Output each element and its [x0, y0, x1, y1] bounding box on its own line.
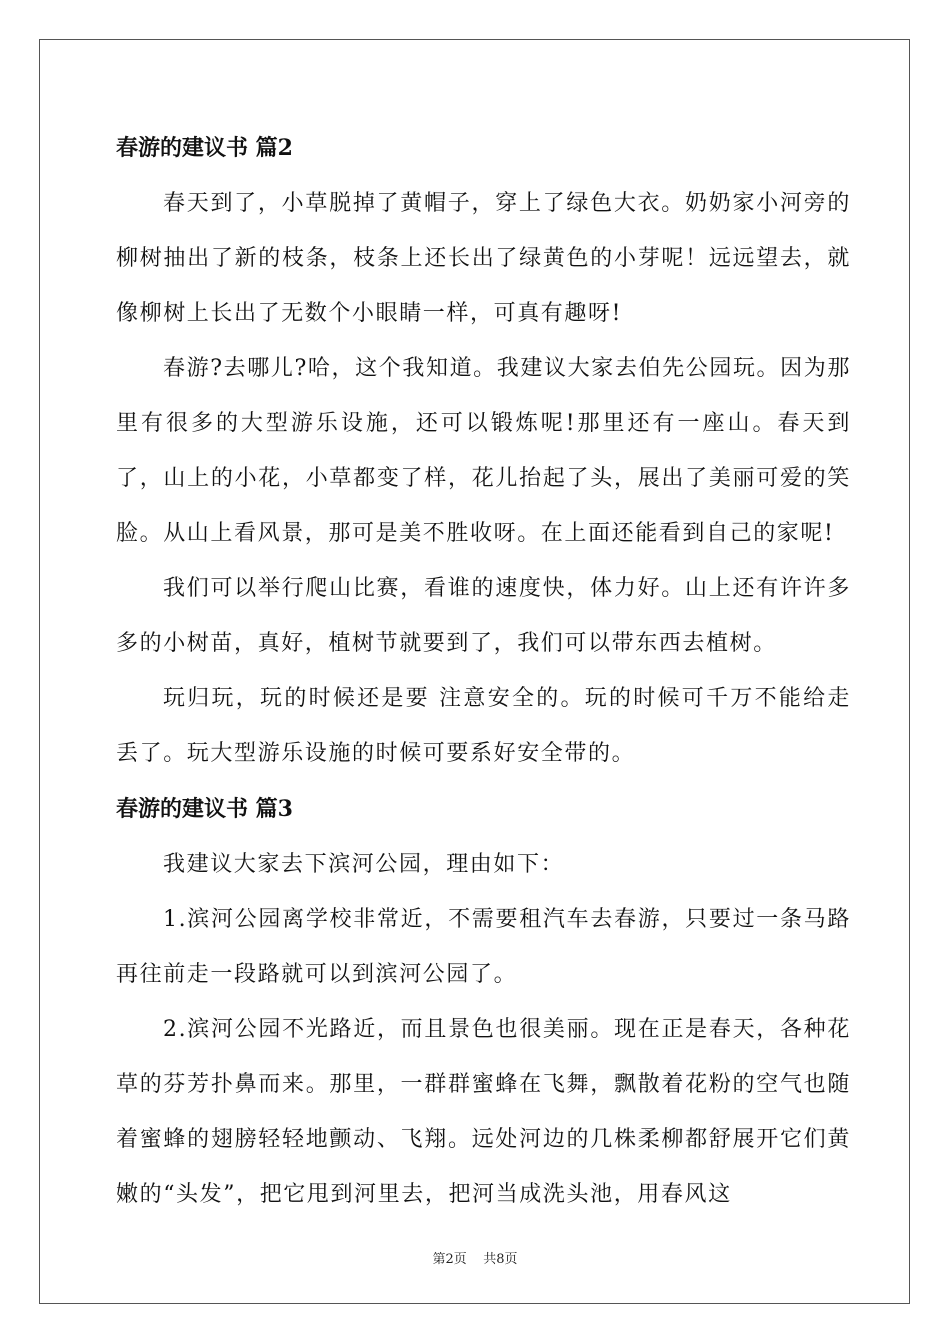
paragraph: 春天到了，小草脱掉了黄帽子，穿上了绿色大衣。奶奶家小河旁的柳树抽出了新的枝条，枝条上还长出了绿黄色的小芽呢！远远望去，就像柳树上长出了无数个小眼睛一样，可真有趣呀!: [116, 191, 851, 326]
paragraph: 我建议大家去下滨河公园，理由如下：: [163, 852, 565, 877]
paragraph: 我们可以举行爬山比赛，看谁的速度快，体力好。山上还有许许多多的小树苗，真好，植树节就要到了，我们可以带东西去植树。: [116, 576, 851, 656]
section-heading: 春游的建议书 篇3: [116, 796, 293, 822]
page-number: 第2页 共8页: [432, 1252, 518, 1267]
paragraph: 2.滨河公园不光路近，而且景色也很美丽。现在正是春天，各种花草的芬芳扑鼻而来。那里，一群群蜜蜂在飞舞，飘散着花粉的空气也随着蜜蜂的翅膀轻轻地颤动、飞翔。远处河边的几株柔柳都舒展开它们黄嫩的“头发”，把它甩到河里去，把河当成洗头池，用春风这: [116, 1017, 851, 1207]
paragraph: 玩归玩，玩的时候还是要 注意安全的。玩的时候可千万不能给走丢了。玩大型游乐设施的时候可要系好安全带的。: [116, 686, 851, 766]
paragraph: 春游?去哪儿?哈，这个我知道。我建议大家去伯先公园玩。因为那里有很多的大型游乐设施，还可以锻炼呢!那里还有一座山。春天到了，山上的小花，小草都变了样，花儿抬起了头，展出了美丽可爱的笑脸。从山上看风景，那可是美不胜收呀。在上面还能看到自己的家呢!: [116, 356, 851, 546]
section-heading: 春游的建议书 篇2: [116, 135, 293, 161]
paragraph: 1.滨河公园离学校非常近，不需要租汽车去春游，只要过一条马路再往前走一段路就可以到滨河公园了。: [116, 907, 851, 987]
document-body: [116, 120, 851, 1222]
